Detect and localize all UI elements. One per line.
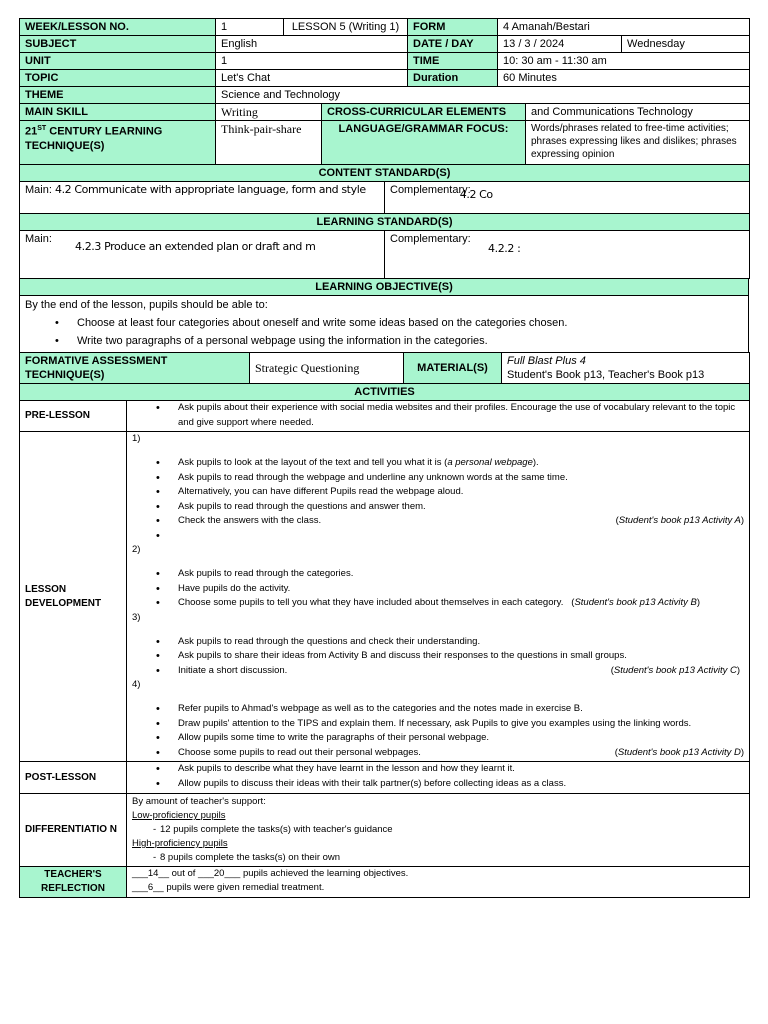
- lesson-development-body: [127, 432, 750, 762]
- reflection-line-2: ___6__ pupils were given remedial treatment.: [132, 882, 325, 893]
- lesson-value: LESSON 5 (Writing 1): [284, 19, 408, 36]
- content-standard-main: [20, 182, 385, 214]
- step-4-number: 4): [132, 679, 141, 690]
- material-line-2: Student's Book p13, Teacher's Book p13: [507, 369, 705, 381]
- learning-main-value: 4.2.3 Produce an extended plan or draft and m: [75, 240, 316, 253]
- skills-table: [19, 103, 750, 165]
- low-proficiency-title: Low-proficiency pupils: [132, 810, 226, 821]
- main-skill-value: Writing: [216, 104, 322, 121]
- material-value: [502, 353, 750, 384]
- step-1-item: • Ask pupils to read through the questions and answer them.: [178, 500, 744, 515]
- step-4-reference: (Student's book p13 Activity D): [614, 746, 745, 758]
- post-lesson-item: • Ask pupils to describe what they have learnt in the lesson and how they learnt it.: [178, 762, 744, 777]
- date-label: DATE / DAY: [408, 36, 498, 53]
- lang-label: LANGUAGE/GRAMMAR FOCUS:: [322, 121, 526, 165]
- step-3-reference: (Student's book p13 Activity C): [610, 664, 741, 676]
- date-value: 13 / 3 / 2024: [498, 36, 622, 53]
- theme-value: Science and Technology: [216, 87, 750, 104]
- objective-item: • Write two paragraphs of a personal webpage using the information in the categories.: [77, 332, 743, 350]
- content-standard-comp: [385, 182, 750, 214]
- step-2-number: 2): [132, 544, 141, 555]
- day-value: Wednesday: [622, 36, 750, 53]
- formative-value: Strategic Questioning: [250, 353, 404, 384]
- step-2-reference: Student's book p13 Activity B: [574, 597, 697, 608]
- content-comp-value: 4.2 Co: [459, 188, 493, 201]
- learning-standard-comp: [385, 231, 750, 279]
- week-label: WEEK/LESSON NO.: [20, 19, 216, 36]
- cce-label: CROSS-CURRICULAR ELEMENTS: [322, 104, 526, 121]
- high-proficiency-item: - 8 pupils complete the tasks(s) on their own: [132, 851, 744, 865]
- step-4-item: • Allow pupils some time to write the paragraphs of their personal webpage.: [178, 731, 744, 746]
- step-1-reference: (Student's book p13 Activity A): [615, 515, 745, 526]
- pre-lesson-item: • Ask pupils about their experience with social media websites and their profiles. Encourage the use of vocabulary relevant to the topic and give support where needed.: [178, 401, 744, 430]
- form-value: 4 Amanah/Bestari: [498, 19, 750, 36]
- main-skill-label: MAIN SKILL: [20, 104, 216, 121]
- learning-comp-label: Complementary:: [390, 233, 471, 245]
- subject-value: English: [216, 36, 408, 53]
- step-4-item: • Refer pupils to Ahmad's webpage as well as to the categories and the notes made in exercise B.: [178, 702, 744, 717]
- duration-value: 60 Minutes: [498, 70, 750, 87]
- post-lesson-body: [127, 762, 750, 794]
- post-lesson-label: POST-LESSON: [20, 762, 127, 794]
- formative-label: FORMATIVE ASSESSMENT TECHNIQUE(S): [20, 353, 250, 384]
- step-3-item: • Ask pupils to read through the questions and check their understanding.: [178, 635, 744, 650]
- differentiation-label: DIFFERENTIATIO N: [20, 794, 127, 867]
- step-4-item: • Choose some pupils to read out their personal webpages. (Student's book p13 Activity D): [178, 746, 744, 761]
- time-value: 10: 30 am - 11:30 am: [498, 53, 750, 70]
- differentiation-intro: By amount of teacher's support:: [132, 796, 266, 807]
- step-3-number: 3): [132, 611, 141, 623]
- cce-value: and Communications Technology: [526, 104, 750, 121]
- learning-main-label: Main:: [25, 233, 52, 245]
- step-3-item: • Ask pupils to share their ideas from Activity B and discuss their responses to the questions in small groups.: [178, 649, 744, 664]
- content-comp-label: Complementary:: [390, 184, 471, 196]
- material-line-1: Full Blast Plus 4: [507, 355, 586, 367]
- c21-label: 21ST CENTURY LEARNING TECHNIQUE(S): [20, 121, 216, 165]
- post-lesson-item: • Allow pupils to discuss their ideas with their talk partner(s) before collecting ideas as a class.: [178, 777, 744, 792]
- reflection-line-1: ___14__ out of ___20___ pupils achieved the learning objectives.: [132, 868, 409, 879]
- step-1-item: • Ask pupils to read through the webpage and underline any unknown words at the same time.: [178, 471, 744, 486]
- reflection-body: [127, 867, 750, 898]
- lesson-plan-sheet: [19, 18, 749, 898]
- pre-lesson-label: PRE-LESSON: [20, 401, 127, 432]
- content-standard-table: [19, 164, 750, 214]
- week-value: 1: [216, 19, 284, 36]
- learning-objective-intro: By the end of the lesson, pupils should be able to:: [25, 299, 268, 311]
- content-standard-title: CONTENT STANDARD(S): [20, 165, 750, 182]
- pre-lesson-body: [127, 401, 750, 432]
- lesson-development-label: LESSON DEVELOPMENT: [20, 432, 127, 762]
- topic-value: Let's Chat: [216, 70, 408, 87]
- step-3-item: • Initiate a short discussion. (Student's book p13 Activity C): [178, 664, 744, 679]
- step-1-number: 1): [132, 433, 141, 444]
- unit-label: UNIT: [20, 53, 216, 70]
- step-1-item: • Check the answers with the class. (Student's book p13 Activity A): [178, 514, 744, 529]
- differentiation-body: [127, 794, 750, 867]
- learning-comp-value: 4.2.2 :: [488, 242, 521, 255]
- step-1-empty-item: [178, 529, 744, 544]
- step-1-item: • Alternatively, you can have different Pupils read the webpage aloud.: [178, 485, 744, 500]
- material-label: MATERIAL(S): [404, 353, 502, 384]
- subject-label: SUBJECT: [20, 36, 216, 53]
- step-4-item: • Draw pupils' attention to the TIPS and explain them. If necessary, ask Pupils to give you examples using the linking words.: [178, 717, 744, 732]
- lang-value: Words/phrases related to free-time activities; phrases expressing likes and dislikes; phrases expressing opinion: [526, 121, 750, 165]
- time-label: TIME: [408, 53, 498, 70]
- theme-label: THEME: [20, 87, 216, 104]
- step-2-item: • Choose some pupils to tell you what they have included about themselves in each category. (Student's book p13 Activity B): [178, 596, 744, 611]
- step-2-item: • Have pupils do the activity.: [178, 582, 744, 597]
- learning-standard-table: [19, 213, 750, 279]
- activities-table: [19, 383, 750, 898]
- unit-value: 1: [216, 53, 408, 70]
- learning-standard-title: LEARNING STANDARD(S): [20, 214, 750, 231]
- learning-objective-table: [19, 278, 749, 353]
- header-table: [19, 18, 750, 104]
- duration-label: Duration: [408, 70, 498, 87]
- low-proficiency-item: - 12 pupils complete the tasks(s) with teacher's guidance: [132, 823, 744, 837]
- activities-title: ACTIVITIES: [20, 384, 750, 401]
- learning-objective-title: LEARNING OBJECTIVE(S): [20, 279, 749, 296]
- form-label: FORM: [408, 19, 498, 36]
- objective-item: • Choose at least four categories about oneself and write some ideas based on the categories chosen.: [77, 314, 743, 332]
- high-proficiency-title: High-proficiency pupils: [132, 838, 228, 849]
- step-2-item: • Ask pupils to read through the categories.: [178, 567, 744, 582]
- topic-label: TOPIC: [20, 70, 216, 87]
- content-main-value: 4.2 Communicate with appropriate language, form and style: [54, 183, 366, 196]
- formative-table: [19, 352, 750, 384]
- reflection-label: TEACHER'S REFLECTION: [20, 867, 127, 898]
- c21-value: Think-pair-share: [216, 121, 322, 165]
- learning-standard-main: [20, 231, 385, 279]
- learning-objective-body: [20, 296, 749, 353]
- step-1-item: • Ask pupils to look at the layout of the text and tell you what it is (a personal webpage).: [178, 456, 744, 471]
- content-main-label: Main:: [25, 184, 52, 196]
